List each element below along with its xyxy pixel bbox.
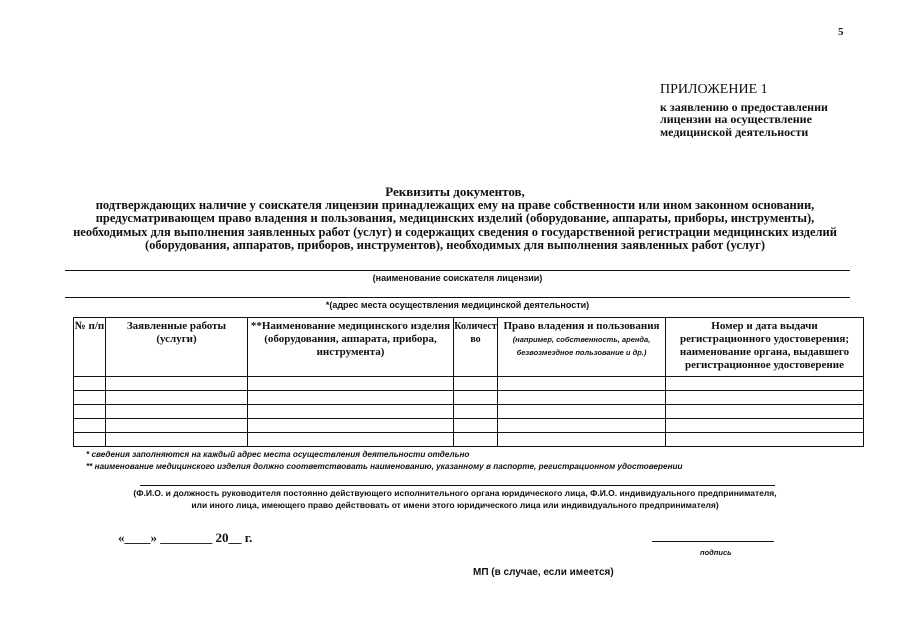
table-cell[interactable] bbox=[74, 419, 106, 433]
equipment-table bbox=[73, 317, 864, 447]
table-cell[interactable] bbox=[498, 377, 666, 391]
document-title bbox=[60, 185, 850, 253]
col-services-header: Заявленные работы (услуги) bbox=[106, 318, 248, 377]
table-cell[interactable] bbox=[248, 377, 454, 391]
stamp-label: МП (в случае, если имеется) bbox=[473, 567, 614, 578]
footnote-address: * сведения заполняются на каждый адрес места осуществления деятельности отдельно bbox=[86, 450, 470, 459]
table-row bbox=[74, 419, 864, 433]
table-cell[interactable] bbox=[248, 391, 454, 405]
signatory-caption: (Ф.И.О. и должность руководителя постоянно действующего исполнительного органа юридического лица, Ф.И.О. индивидуального предпринимателя, или иного лица, имеющего право действовать от имени этого юридического лица или индивидуального предпринимателя) bbox=[133, 488, 777, 510]
signatory-line bbox=[140, 485, 775, 486]
table-cell[interactable] bbox=[74, 433, 106, 447]
col-ownership-header bbox=[498, 318, 666, 377]
col-quantity-header: Количество bbox=[454, 318, 498, 377]
table-cell[interactable] bbox=[74, 391, 106, 405]
table-cell[interactable] bbox=[666, 391, 864, 405]
table-cell[interactable] bbox=[454, 419, 498, 433]
table-cell[interactable] bbox=[106, 377, 248, 391]
table-cell[interactable] bbox=[454, 433, 498, 447]
signature-line bbox=[652, 541, 774, 542]
table-cell[interactable] bbox=[666, 405, 864, 419]
table-cell[interactable] bbox=[454, 405, 498, 419]
table-cell[interactable] bbox=[74, 405, 106, 419]
table-row bbox=[74, 377, 864, 391]
table-cell[interactable] bbox=[106, 419, 248, 433]
table-cell[interactable] bbox=[666, 419, 864, 433]
appendix-subtitle: к заявлению о предоставлении лицензии на осуществление медицинской деятельности bbox=[660, 99, 828, 139]
table-row bbox=[74, 433, 864, 447]
page-number: 5 bbox=[838, 26, 844, 38]
document-description: подтверждающих наличие у соискателя лицензии принадлежащих ему на праве собственности или ином законном основании, предусматривающем право владения и пользования, медицинских изделий (оборудование, аппараты, приборы, инструменты), необходимых для выполнения заявленных работ (услуг) и содержащих сведения о государственной регистрации медицинских изделий (оборудования, аппаратов, приборов, инструментов), необходимых для выполнения заявленных работ (услуг) bbox=[73, 197, 837, 253]
col-registration-header: Номер и дата выдачи регистрационного удостоверения; наименование органа, выдавшего регистрационное удостоверение bbox=[666, 318, 864, 377]
table-cell[interactable] bbox=[106, 391, 248, 405]
table-cell[interactable] bbox=[498, 419, 666, 433]
address-line bbox=[65, 297, 850, 298]
footnote-device-name: ** наименование медицинского изделия должно соответствовать наименованию, указанному в паспорте, регистрационном удостоверении bbox=[86, 462, 683, 471]
applicant-line bbox=[65, 270, 850, 271]
table-header-row bbox=[74, 318, 864, 377]
table-cell[interactable] bbox=[454, 377, 498, 391]
ownership-header-note: (например, собственность, аренда, безвозмездное пользование и др.) bbox=[512, 335, 651, 357]
table-cell[interactable] bbox=[498, 391, 666, 405]
table-row bbox=[74, 405, 864, 419]
table-cell[interactable] bbox=[106, 433, 248, 447]
signature-caption: подпись bbox=[700, 548, 732, 557]
date-line: «____» ________ 20__ г. bbox=[118, 530, 253, 545]
table-cell[interactable] bbox=[498, 433, 666, 447]
table-cell[interactable] bbox=[666, 377, 864, 391]
table-cell[interactable] bbox=[106, 405, 248, 419]
table-cell[interactable] bbox=[248, 405, 454, 419]
table-row bbox=[74, 391, 864, 405]
col-number-header: № п/п bbox=[74, 318, 106, 377]
col-device-header: **Наименование медицинского изделия (оборудования, аппарата, прибора, инструмента) bbox=[248, 318, 454, 377]
address-caption: *(адрес места осуществления медицинской деятельности) bbox=[325, 300, 590, 310]
table-cell[interactable] bbox=[248, 419, 454, 433]
table-cell[interactable] bbox=[74, 377, 106, 391]
document-heading: Реквизиты документов, bbox=[385, 184, 525, 199]
table-cell[interactable] bbox=[454, 391, 498, 405]
appendix-title: ПРИЛОЖЕНИЕ 1 bbox=[660, 82, 768, 97]
ownership-header-label: Право владения и пользования bbox=[503, 320, 660, 332]
table-cell[interactable] bbox=[248, 433, 454, 447]
applicant-caption: (наименование соискателя лицензии) bbox=[372, 273, 543, 283]
table-cell[interactable] bbox=[666, 433, 864, 447]
table-cell[interactable] bbox=[498, 405, 666, 419]
appendix-block bbox=[660, 84, 880, 138]
